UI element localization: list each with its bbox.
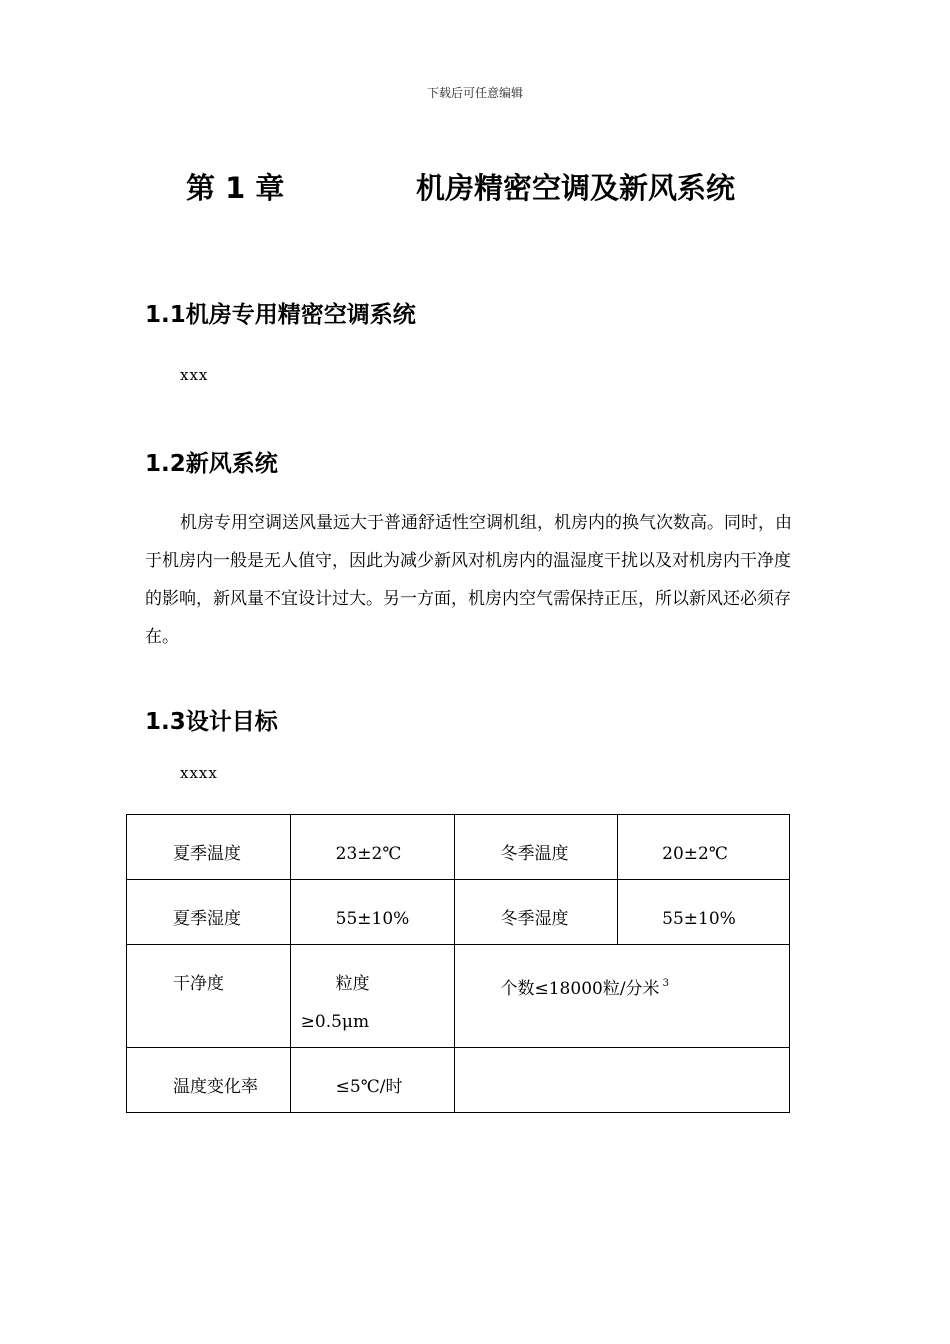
chapter-name: 机房精密空调及新风系统 xyxy=(416,171,736,205)
table-row xyxy=(127,1048,790,1113)
particle-count-exponent: 3 xyxy=(662,978,669,989)
table-row xyxy=(127,880,790,945)
summer-humidity-label: 夏季湿度 xyxy=(173,909,241,929)
particle-size-line2: ≥0.5μm xyxy=(300,1012,370,1032)
header-note: 下载后可任意编辑 xyxy=(426,86,523,100)
chapter-title xyxy=(186,166,826,207)
section-body-1-1: xxx xyxy=(180,366,209,384)
particle-count-text: 个数≤18000粒/分米 xyxy=(500,979,660,999)
winter-temp-value: 20±2℃ xyxy=(662,844,728,864)
cleanliness-label: 干净度 xyxy=(173,974,224,994)
section-heading-1-3: 1.3设计目标 xyxy=(145,709,278,735)
temp-change-value: ≤5℃/时 xyxy=(335,1077,403,1097)
particle-size-line1: 粒度 xyxy=(335,974,370,994)
section-heading-1-1: 1.1机房专用精密空调系统 xyxy=(145,302,416,328)
chapter-number: 第 1 章 xyxy=(186,171,285,205)
design-target-table xyxy=(126,814,790,1113)
section-body-1-2: 机房专用空调送风量远大于普通舒适性空调机组，机房内的换气次数高。同时，由于机房内一般是无人值守，因此为减少新风对机房内的温湿度干扰以及对机房内干净度的影响，新风量不宜设计过大。另一方面，机房内空气需保持正压，所以新风还必须存在。 xyxy=(145,513,792,647)
summer-humidity-value: 55±10% xyxy=(335,909,410,929)
particle-count xyxy=(455,945,790,1008)
empty-cell xyxy=(454,1048,790,1113)
section-heading-1-2: 1.2新风系统 xyxy=(145,451,278,477)
table-row xyxy=(127,815,790,880)
summer-temp-label: 夏季温度 xyxy=(173,844,241,864)
winter-humidity-value: 55±10% xyxy=(662,909,736,929)
table-row xyxy=(127,945,790,1048)
winter-temp-label: 冬季温度 xyxy=(500,844,569,864)
temp-change-label: 温度变化率 xyxy=(173,1077,258,1097)
section-body-1-3: xxxx xyxy=(180,764,218,782)
winter-humidity-label: 冬季湿度 xyxy=(500,909,569,929)
summer-temp-value: 23±2℃ xyxy=(335,844,402,864)
